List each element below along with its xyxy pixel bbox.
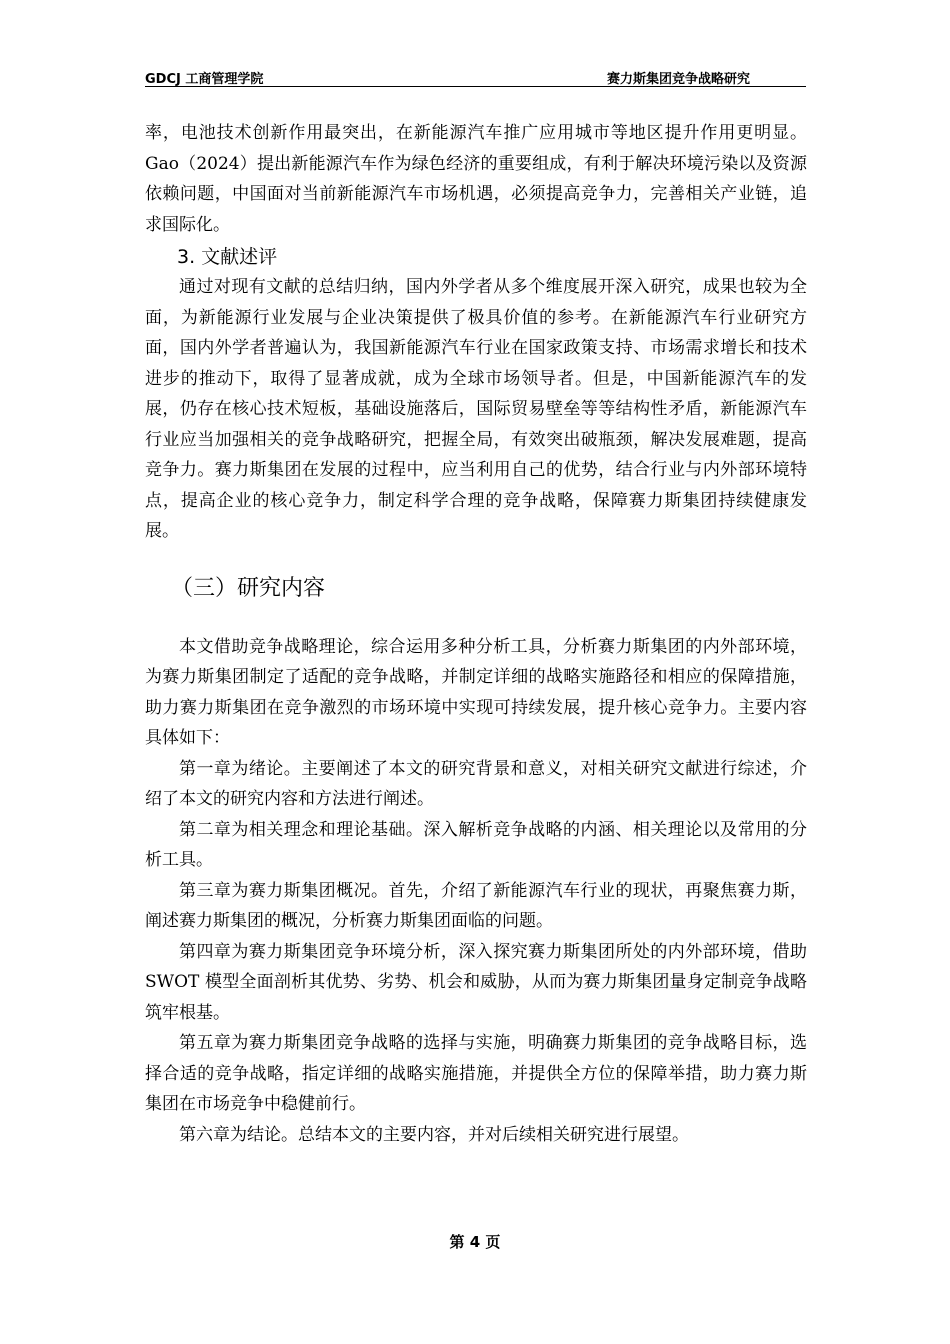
section-heading-research-content: （三）研究内容 (171, 575, 326, 601)
header-thesis-title: 赛力斯集团竞争战略研究 (606, 72, 750, 87)
page-header (145, 66, 806, 87)
paragraph-chapter-2: 第二章为相关理念和理论基础。深入解析竞争战略的内涵、相关理论以及常用的分析工具。 (145, 819, 807, 870)
page-body (145, 118, 807, 1150)
paragraph-chapter-3: 第三章为赛力斯集团概况。首先，介绍了新能源汽车行业的现状，再聚焦赛力斯，阐述赛力斯集团的概况，分析赛力斯集团面临的问题。 (145, 880, 807, 931)
paragraph-literature-review: 通过对现有文献的总结归纳，国内外学者从多个维度展开深入研究，成果也较为全面，为新能源行业发展与企业决策提供了极具价值的参考。在新能源汽车行业研究方面，国内外学者普遍认为，我国新能源汽车行业在国家政策支持、市场需求增长和技术进步的推动下，取得了显著成就，成为全球市场领导者。但是，中国新能源汽车的发展，仍存在核心技术短板，基础设施落后，国际贸易壁垒等等结构性矛盾，新能源汽车行业应当加强相关的竞争战略研究，把握全局，有效突出破瓶颈，解决发展难题，提高竞争力。赛力斯集团在发展的过程中，应当利用自己的优势，结合行业与内外部环境特点，提高企业的核心竞争力，制定科学合理的竞争战略，保障赛力斯集团持续健康发展。 (145, 277, 807, 541)
subsection-heading-literature-review: 3. 文献述评 (177, 246, 278, 268)
paragraph-chapter-4: 第四章为赛力斯集团竞争环境分析，深入探究赛力斯集团所处的内外部环境，借助 SWOT 模型全面剖析其优势、劣势、机会和威胁，从而为赛力斯集团量身定制竞争战略筑牢根基。 (145, 941, 807, 1023)
paragraph-chapter-6: 第六章为结论。总结本文的主要内容，并对后续相关研究进行展望。 (179, 1124, 689, 1145)
paragraph-research-intro: 本文借助竞争战略理论，综合运用多种分析工具，分析赛力斯集团的内外部环境，为赛力斯集团制定了适配的竞争战略，并制定详细的战略实施路径和相应的保障措施，助力赛力斯集团在竞争激烈的市场环境中实现可持续发展，提升核心竞争力。主要内容具体如下： (145, 636, 807, 748)
page-number: 第 4 页 (449, 1233, 501, 1251)
paragraph-continued: 率，电池技术创新作用最突出，在新能源汽车推广应用城市等地区提升作用更明显。Gao（2024）提出新能源汽车作为绿色经济的重要组成，有利于解决环境污染以及资源依赖问题，中国面对当前新能源汽车市场机遇，必须提高竞争力，完善相关产业链，追求国际化。 (145, 123, 807, 235)
paragraph-chapter-1: 第一章为绪论。主要阐述了本文的研究背景和意义，对相关研究文献进行综述，介绍了本文的研究内容和方法进行阐述。 (145, 758, 807, 809)
paragraph-chapter-5: 第五章为赛力斯集团竞争战略的选择与实施，明确赛力斯集团的竞争战略目标，选择合适的竞争战略，指定详细的战略实施措施，并提供全方位的保障举措，助力赛力斯集团在市场竞争中稳健前行。 (145, 1033, 807, 1114)
header-institution: GDCJ 工商管理学院 (145, 72, 264, 87)
